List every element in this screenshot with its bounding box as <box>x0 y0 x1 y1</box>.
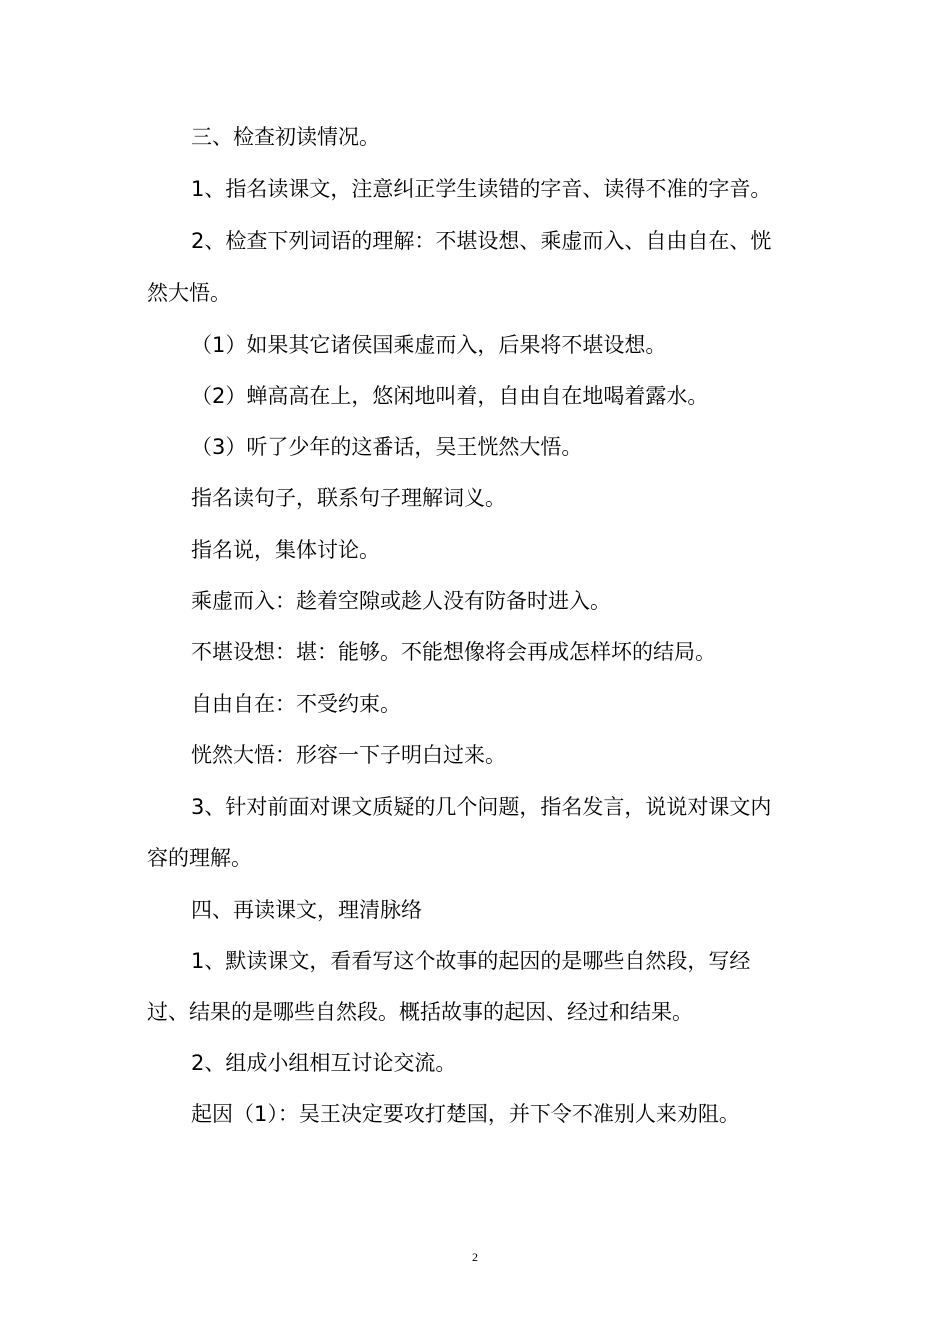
definition-line: 不堪设想：堪：能够。不能想像将会再成怎样坏的结局。 <box>191 640 716 664</box>
paragraph-line: 1、指名读课文，注意纠正学生读错的字音、读得不准的字音。 <box>191 177 772 201</box>
example-sentence: （2）蝉高高在上，悠闲地叫着，自由自在地喝着露水。 <box>191 384 709 408</box>
example-sentence: （1）如果其它诸侯国乘虚而入，后果将不堪设想。 <box>191 333 667 357</box>
definition-line: 恍然大悟：形容一下子明白过来。 <box>191 743 506 767</box>
paragraph-line: 指名读句子，联系句子理解词义。 <box>191 486 506 510</box>
paragraph-line: 过、结果的是哪些自然段。概括故事的起因、经过和结果。 <box>147 1000 693 1024</box>
definition-line: 自由自在：不受约束。 <box>191 692 401 716</box>
page-number: 2 <box>472 1250 478 1264</box>
section-heading: 三、检查初读情况。 <box>191 125 380 149</box>
section-heading: 四、再读课文，理清脉络 <box>191 898 422 922</box>
paragraph-line: 指名说，集体讨论。 <box>191 538 380 562</box>
paragraph-line: 2、组成小组相互讨论交流。 <box>191 1051 457 1075</box>
paragraph-line: 容的理解。 <box>147 846 252 870</box>
example-sentence: （3）听了少年的这番话，吴王恍然大悟。 <box>191 435 583 459</box>
paragraph-line: 1、默读课文，看看写这个故事的起因的是哪些自然段，写经 <box>191 949 751 973</box>
paragraph-line: 2、检查下列词语的理解：不堪设想、乘虚而入、自由自在、恍 <box>191 229 772 253</box>
definition-line: 乘虚而入：趁着空隙或趁人没有防备时进入。 <box>191 589 611 613</box>
paragraph-line: 3、针对前面对课文质疑的几个问题，指名发言，说说对课文内 <box>191 795 772 819</box>
paragraph-line: 起因（1）：吴王决定要攻打楚国，并下令不准别人来劝阻。 <box>191 1102 740 1126</box>
paragraph-line: 然大悟。 <box>147 281 231 305</box>
